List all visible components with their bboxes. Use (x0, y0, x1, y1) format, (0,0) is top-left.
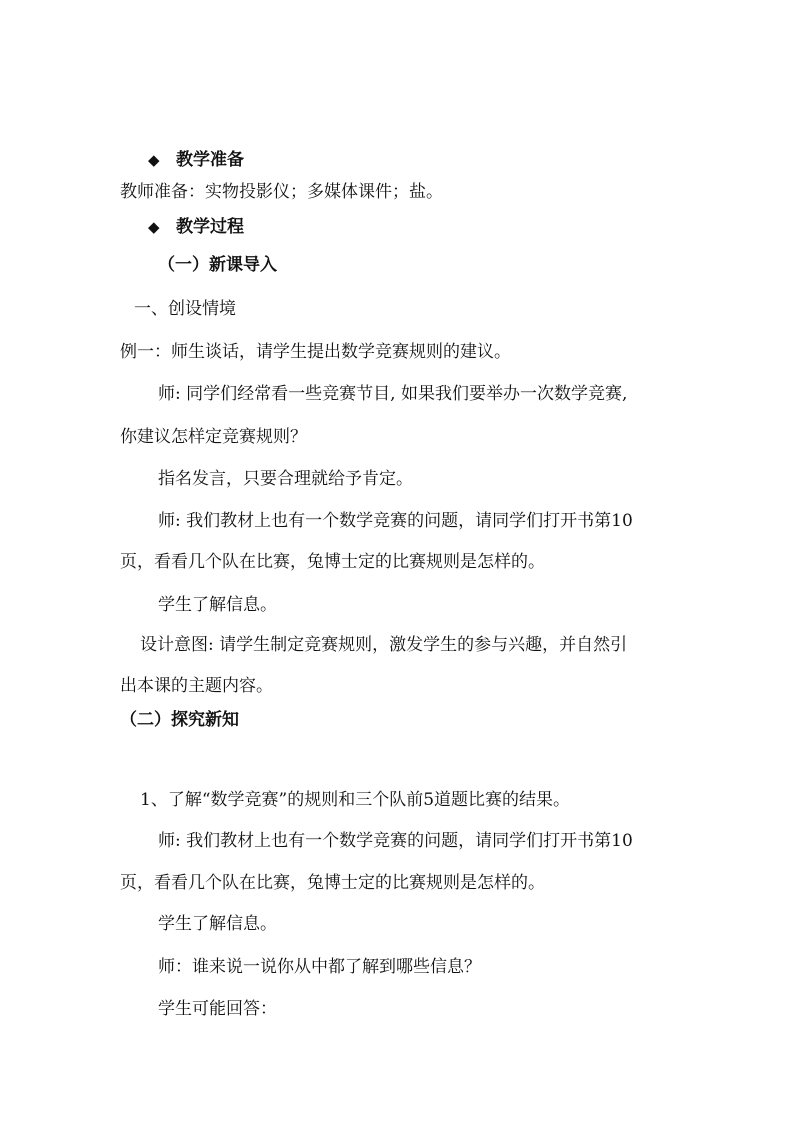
paragraph-line: 学生可能回答： (158, 999, 277, 1019)
diamond-bullet-icon: ◆ (148, 218, 160, 236)
paragraph-line: 师：谁来说一说你从中都了解到哪些信息？ (158, 957, 481, 977)
paragraph-line: 师: 我们教材上也有一个数学竞赛的问题，请同学们打开书第10 (158, 511, 633, 531)
paragraph-line: 页，看看几个队在比赛，兔博士定的比赛规则是怎样的。 (120, 552, 545, 572)
heading-teaching-process (148, 215, 244, 239)
diamond-bullet-icon: ◆ (148, 151, 160, 169)
paragraph-line: 学生了解信息。 (158, 595, 277, 615)
heading-text: 教学准备 (176, 150, 244, 170)
design-intent-line: 出本课的主题内容。 (120, 676, 273, 696)
paragraph-line: 师: 同学们经常看一些竞赛节目, 如果我们要举办一次数学竞赛, (158, 384, 628, 404)
numbered-item-one: 1、了解“数学竞赛”的规则和三个队前5道题比赛的结果。 (140, 790, 571, 810)
paragraph-line: 指名发言，只要合理就给予肯定。 (158, 469, 413, 489)
design-intent-line: 设计意图: 请学生制定竞赛规则，激发学生的参与兴趣，并自然引 (140, 635, 628, 655)
section-title-explore: （二）探究新知 (120, 710, 239, 730)
teacher-preparation-line: 教师准备：实物投影仪；多媒体课件；盐。 (120, 182, 443, 202)
paragraph-line: 页，看看几个队在比赛，兔博士定的比赛规则是怎样的。 (120, 873, 545, 893)
section-title-new-lesson: （一）新课导入 (158, 255, 277, 275)
subsection-create-situation: 一、创设情境 (134, 299, 236, 319)
paragraph-line: 师: 我们教材上也有一个数学竞赛的问题，请同学们打开书第10 (158, 831, 633, 851)
example-one: 例一：师生谈话，请学生提出数学竞赛规则的建议。 (120, 342, 511, 362)
heading-teaching-preparation (148, 148, 244, 172)
paragraph-line: 你建议怎样定竞赛规则？ (120, 427, 307, 447)
paragraph-line: 学生了解信息。 (158, 914, 277, 934)
heading-text: 教学过程 (176, 217, 244, 237)
